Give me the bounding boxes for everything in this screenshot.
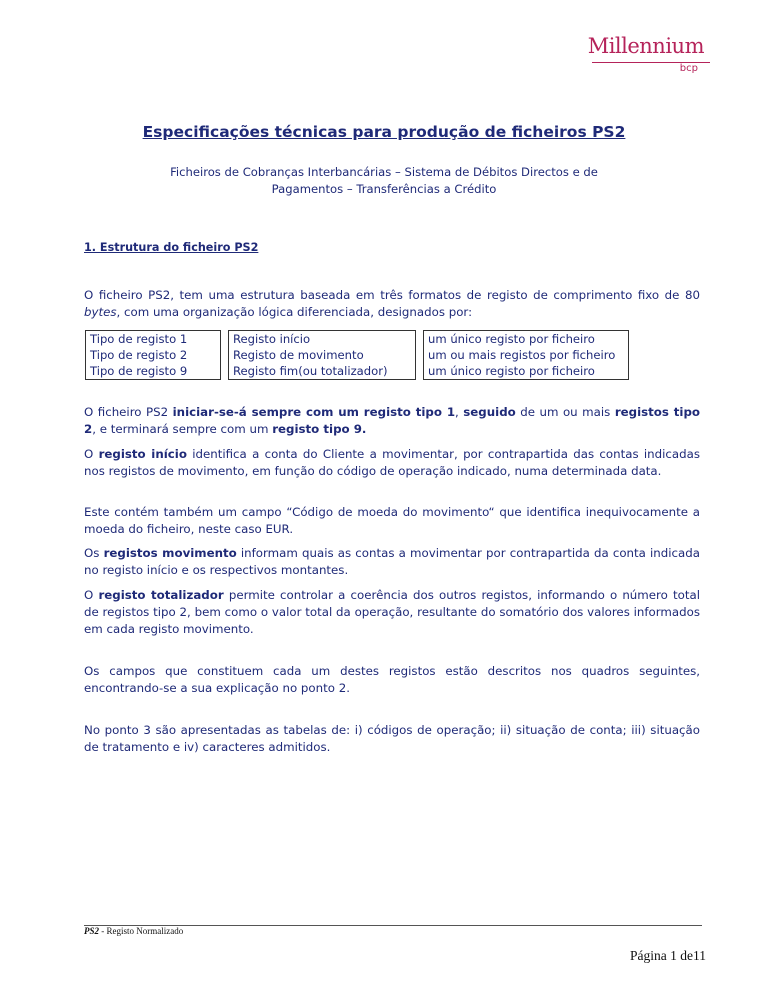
intro-paragraph: O ficheiro PS2, tem uma estrutura baseada em três formatos de registo de comprimento fixo de 80 bytes, com uma organização lógica diferenciada, designados por: — [84, 288, 700, 319]
page-number: Página 1 de11 — [630, 948, 706, 963]
table-cell: Tipo de registo 2 — [85, 347, 221, 363]
table-row — [85, 363, 629, 380]
record-types-table — [78, 330, 636, 380]
logo-sub: bcp — [679, 63, 698, 74]
ponto3-paragraph: No ponto 3 são apresentadas as tabelas de: i) códigos de operação; ii) situação de conta; iii) situação de tratamento e iv) caracteres admitidos. — [84, 723, 700, 754]
logo-name: Millennium — [587, 34, 704, 58]
table-cell: um único registo por ficheiro — [423, 363, 629, 380]
document-title: Especificações técnicas para produção de ficheiros PS2 — [142, 123, 626, 141]
table-cell: Registo fim(ou totalizador) — [228, 363, 416, 380]
table-cell: um ou mais registos por ficheiro — [423, 347, 629, 363]
table-row — [85, 347, 629, 363]
table-cell: Registo início — [228, 330, 416, 347]
table-cell: Tipo de registo 1 — [85, 330, 221, 347]
footer-document-label: PS2 - Registo Normalizado — [84, 926, 184, 936]
registo-inicio-paragraph: O registo início identifica a conta do Cliente a movimentar, por contrapartida das contas indicadas nos registos de movimento, em função do código de operação indicado, numa determinada data. — [84, 447, 700, 478]
section-heading: 1. Estrutura do ficheiro PS2 — [84, 241, 259, 254]
table-row — [85, 330, 629, 347]
registo-totalizador-paragraph: O registo totalizador permite controlar a coerência dos outros registos, informando o número total de registos tipo 2, bem como o valor total da operação, resultante do somatório dos valores informados em cada registo movimento. — [84, 588, 700, 636]
campos-paragraph: Os campos que constituem cada um destes registos estão descritos nos quadros seguintes, encontrando-se a sua explicação no ponto 2. — [84, 664, 700, 695]
document-subtitle: Ficheiros de Cobranças Interbancárias – Sistema de Débitos Directos e de Pagamentos – Transferências a Crédito — [170, 165, 598, 196]
table-cell: Tipo de registo 9 — [85, 363, 221, 380]
registos-movimento-paragraph: Os registos movimento informam quais as contas a movimentar por contrapartida da conta indicada no registo início e os respectivos montantes. — [84, 546, 700, 577]
table-cell: um único registo por ficheiro — [423, 330, 629, 347]
table-cell: Registo de movimento — [228, 347, 416, 363]
moeda-paragraph: Este contém também um campo “Código de moeda do movimento“ que identifica inequivocamente a moeda do ficheiro, neste caso EUR. — [84, 505, 700, 536]
millennium-bcp-logo — [587, 32, 712, 76]
order-paragraph: O ficheiro PS2 iniciar-se-á sempre com um registo tipo 1, seguido de um ou mais registos tipo 2, e terminará sempre com um registo tipo 9. — [84, 405, 700, 436]
